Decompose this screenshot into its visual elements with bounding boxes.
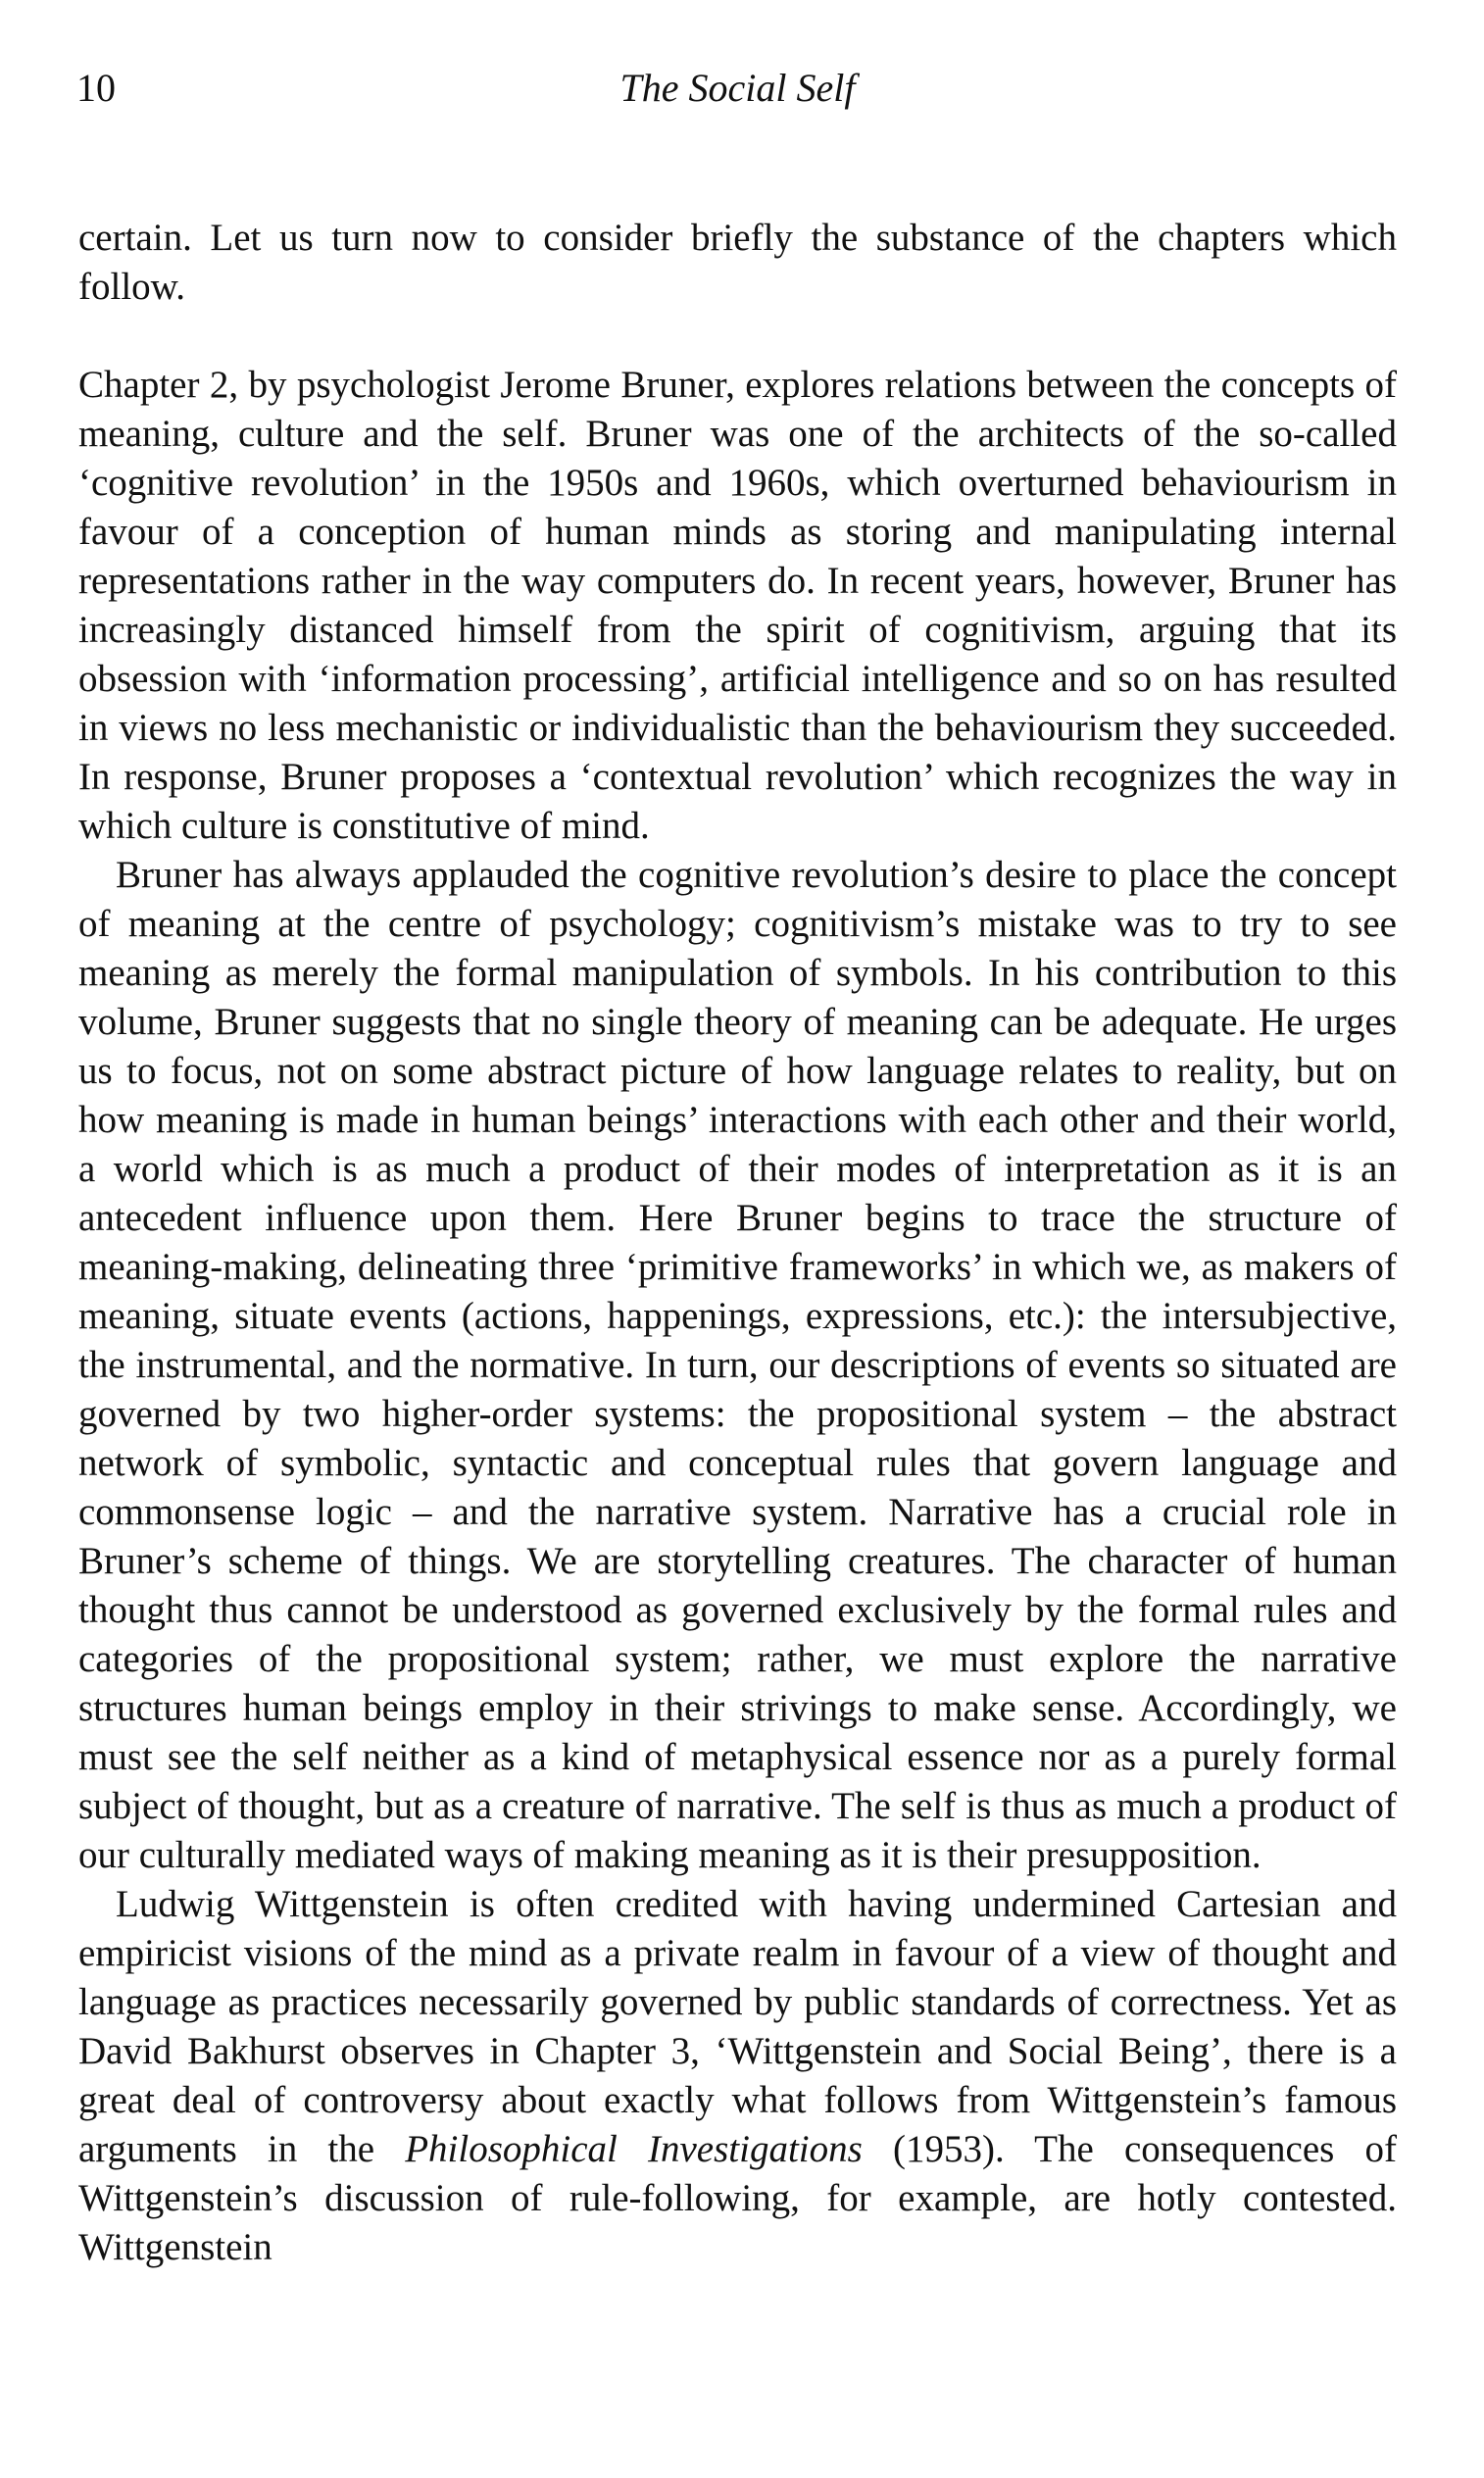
paragraph-continuation: certain. Let us turn now to consider briefly the substance of the chapters which follow. — [78, 217, 1397, 308]
paragraph-bruner-meaning: Bruner has always applauded the cognitive revolution’s desire to place the concept of meaning at the centre of psychology; cognitivism’s mistake was to try to see meaning as merely the formal manipulation of symbols. In his contribution to this volume, Bruner suggests that no single theory of meaning can be adequate. He urges us to focus, not on some abstract picture of how language relates to reality, but on how meaning is made in human beings’ interactions with each other and their world, a world which is as much a product of their modes of interpretation as it is an antecedent influence upon them. Here Bruner begins to trace the structure of meaning-making, delineating three ‘primitive frameworks’ in which we, as makers of meaning, situate events (actions, happenings, expressions, etc.): the intersubjective, the instrumental, and the normative. In turn, our descriptions of events so situated are governed by two higher-order systems: the propositional system – the abstract network of symbolic, syntactic and conceptual rules that govern language and commonsense logic – and the narrative system. Narrative has a crucial role in Bruner’s scheme of things. We are storytelling creatures. The character of human thought thus cannot be understood as governed exclusively by the formal rules and categories of the propositional system; rather, we must explore the narrative structures human beings employ in their strivings to make sense. Accordingly, we must see the self neither as a kind of metaphysical essence nor as a purely formal subject of thought, but as a creature of narrative. The self is thus as much a product of our culturally mediated ways of making meaning as it is their presupposition. — [78, 854, 1397, 1876]
paragraph-wittgenstein — [78, 1880, 1397, 2272]
book-title-philosophical-investigations: Philosophical Investigations — [405, 2128, 863, 2170]
book-page — [78, 59, 1397, 2272]
running-title: The Social Self — [619, 66, 856, 110]
paragraph-wittgenstein-text-end: (1953). The consequences of Wittgenstein’s discussion of rule-following, for example, are hotly contested. Wittgenstein — [78, 2128, 1397, 2268]
page-number: 10 — [76, 66, 116, 110]
paragraph-wittgenstein-text: Ludwig Wittgenstein is often credited with having undermined Cartesian and empiricist visions of the mind as a private realm in favour of a view of thought and language as practices necessarily governed by public standards of correctness. Yet as David Bakhurst observes in Chapter 3, ‘Wittgenstein and Social Being’, there is a great deal of controversy about exactly what follows from Wittgenstein’s famous arguments in the — [78, 1883, 1397, 2170]
running-head — [78, 59, 1397, 118]
paragraph-chapter-2-intro: Chapter 2, by psychologist Jerome Bruner, explores relations between the concepts of meaning, culture and the self. Bruner was one of the architects of the so-called ‘cognitive revolution’ in the 1950s and 1960s, which overturned behaviourism in favour of a conception of human minds as storing and manipulating internal representations rather in the way computers do. In recent years, however, Bruner has increasingly distanced himself from the spirit of cognitivism, arguing that its obsession with ‘information processing’, artificial intelligence and so on has resulted in views no less mechanistic or individualistic than the behaviourism they succeeded. In response, Bruner proposes a ‘contextual revolution’ which recognizes the way in which culture is constitutive of mind. — [78, 364, 1397, 847]
